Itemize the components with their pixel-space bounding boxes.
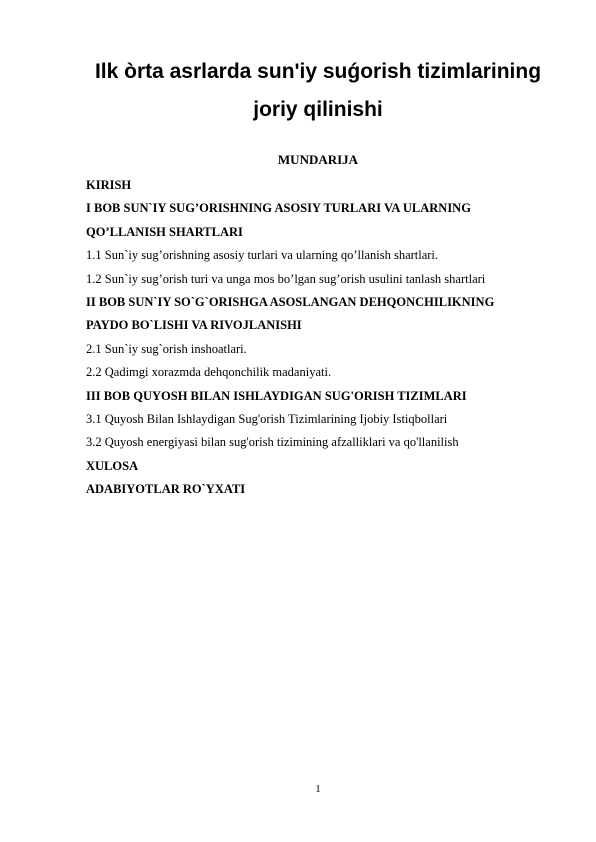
toc-entry-section-1-2: 1.2 Sun`iy sug’orish turi va unga mos bo’lgan sug’orish usulini tanlash shartlari: [86, 271, 486, 286]
toc-heading: MUNDARIJA: [277, 152, 359, 167]
toc-entry-section-3-1: 3.1 Quyosh Bilan Ishlaydigan Sug'orish Tizimlarining Ijobiy Istiqbollari: [86, 411, 448, 426]
toc-entry-chapter-2-line-2: PAYDO BO`LISHI VA RIVOJLANISHI: [86, 318, 302, 333]
toc-entry-section-3-2: 3.2 Quyosh energiyasi bilan sug'orish tizimining afzalliklari va qo'llanilish: [86, 435, 459, 450]
toc-entry-section-1-1: 1.1 Sun`iy sug’orishning asosiy turlari va ularning qo’llanish shartlari.: [86, 248, 439, 263]
toc-entry-chapter-1-line-1: I BOB SUN`IY SUG’ORISHNING ASOSIY TURLARI VA ULARNING: [86, 201, 471, 216]
toc-entry-chapter-1-line-2: QO’LLANISH SHARTLARI: [86, 224, 243, 239]
document-title-line-1: Ilk òrta asrlarda sun'iy suǵorish tizimlarining: [94, 60, 542, 83]
page-number: 1: [315, 783, 321, 795]
toc-entry-references: ADABIYOTLAR RO`YXATI: [86, 482, 246, 497]
toc-entry-kirish: KIRISH: [86, 178, 132, 192]
toc-entry-section-2-1: 2.1 Sun`iy sug`orish inshoatlari.: [86, 341, 247, 356]
table-of-contents: [86, 177, 556, 504]
toc-entry-section-2-2: 2.2 Qadimgi xorazmda dehqonchilik madaniyati.: [86, 365, 332, 380]
toc-entry-xulosa: XULOSA: [86, 458, 139, 473]
document-title-line-2: joriy qilinishi: [253, 98, 383, 121]
toc-entry-chapter-2-line-1: II BOB SUN`IY SO`G`ORISHGA ASOSLANGAN DEHQONCHILIKNING: [86, 294, 495, 309]
toc-entry-chapter-3: III BOB QUYOSH BILAN ISHLAYDIGAN SUG'ORISH TIZIMLARI: [86, 388, 467, 403]
